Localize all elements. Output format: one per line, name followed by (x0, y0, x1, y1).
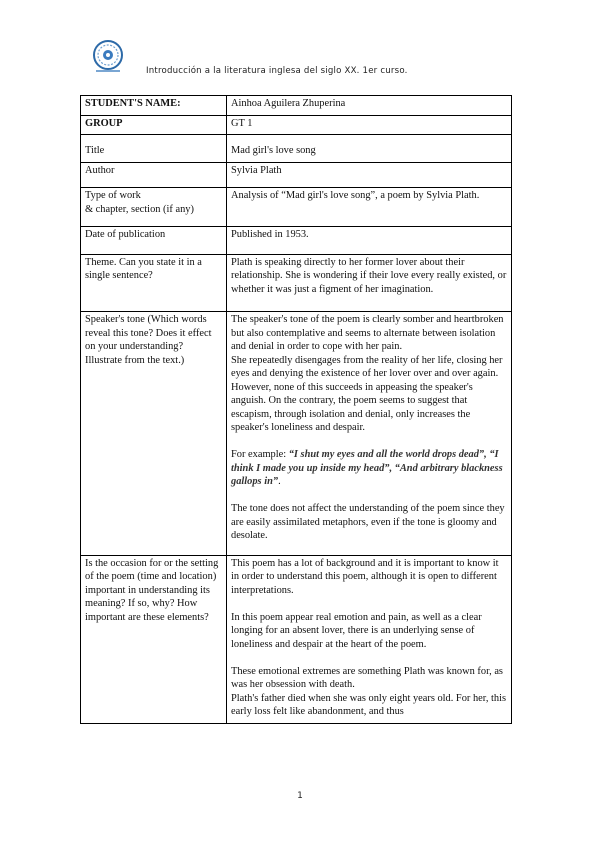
example-prefix: For example: (231, 449, 289, 460)
speaker-tone-value (227, 312, 512, 556)
speaker-tone-paragraph-2: She repeatedly disengages from the reality of her life, closing her eyes and denying the existence of her lover over and over again. However, none of this succeeds in appeasing the speaker's anguish. On the contrary, the poem seems to suggest that escapism, through isolation and denial, only increases the speaker's loneliness and despair. (231, 354, 503, 433)
example-suffix: . (278, 476, 281, 487)
occasion-paragraph-3: These emotional extremes are something Plath was known for, as was her obsession with death. (231, 665, 503, 690)
speaker-tone-label-line-1: Speaker's tone (Which words reveal this tone? Does it effect on your understanding? (85, 314, 212, 352)
speaker-tone-label (81, 312, 227, 556)
report-form-table (80, 95, 512, 724)
date-of-publication-value: Published in 1953. (227, 227, 512, 255)
table-row-occasion (81, 555, 512, 723)
type-of-work-label (81, 188, 227, 227)
theme-value: Plath is speaking directly to her former lover about their relationship. She is wondering if their love every really existed, or whether it was just a figment of her imagination. (227, 254, 512, 312)
group-value: GT 1 (227, 115, 512, 135)
occasion-label: Is the occasion for or the setting of the poem (time and location) important in understanding its meaning? If so, why? How important are these elements? (81, 555, 227, 723)
author-label: Author (81, 162, 227, 188)
occasion-value (227, 555, 512, 723)
occasion-paragraph-2: In this poem appear real emotion and pain, as well as a clear longing for an absent lover, there is an underlying sense of loneliness and despair at the heart of the poem. (231, 611, 482, 650)
speaker-tone-label-line-2: Illustrate from the text.) (85, 354, 185, 366)
speaker-tone-example (231, 448, 508, 489)
table-row-author (81, 162, 512, 188)
type-of-work-value: Analysis of “Mad girl's love song”, a poem by Sylvia Plath. (227, 188, 512, 227)
group-label: GROUP (81, 115, 227, 135)
speaker-tone-paragraph-1: The speaker's tone of the poem is clearly somber and heartbroken but also contemplative and seems to alternate between isolation and denial in order to cope with her pain. (231, 314, 504, 352)
page-number: 1 (297, 791, 303, 801)
table-row-speaker-tone (81, 312, 512, 556)
occasion-paragraph-1: This poem has a lot of background and it is important to know it in order to understand this poem, although it is open to different interpretations. (231, 557, 499, 596)
type-of-work-label-line-2: & chapter, section (if any) (85, 203, 194, 215)
title-label: Title (81, 135, 227, 163)
table-row-type-of-work (81, 188, 512, 227)
table-row-group (81, 115, 512, 135)
student-name-value: Ainhoa Aguilera Zhuperina (227, 96, 512, 116)
theme-label: Theme. Can you state it in a single sentence? (81, 254, 227, 312)
course-header-title: Introducción a la literatura inglesa del siglo XX. 1er curso. (146, 66, 408, 76)
occasion-paragraph-4: Plath's father died when she was only eight years old. For her, this early loss felt like abandonment, and thus (231, 692, 507, 717)
student-name-label: STUDENT'S NAME: (81, 96, 227, 116)
table-row-student-name (81, 96, 512, 116)
table-row-date-of-publication (81, 227, 512, 255)
title-value: Mad girl's love song (227, 135, 512, 163)
date-of-publication-label: Date of publication (81, 227, 227, 255)
example-quotes: “I shut my eyes and all the world drops dead”, “I think I made you up inside my head”, “And arbitrary blackness gallops in” (231, 449, 503, 487)
table-row-title (81, 135, 512, 163)
author-value: Sylvia Plath (227, 162, 512, 188)
type-of-work-label-line-1: Type of work (85, 190, 141, 201)
university-seal-logo (90, 38, 126, 74)
table-row-theme (81, 254, 512, 312)
speaker-tone-paragraph-4: The tone does not affect the understanding of the poem since they are easily assimilated metaphors, even if the tone is gloomy and desolate. (231, 503, 505, 541)
